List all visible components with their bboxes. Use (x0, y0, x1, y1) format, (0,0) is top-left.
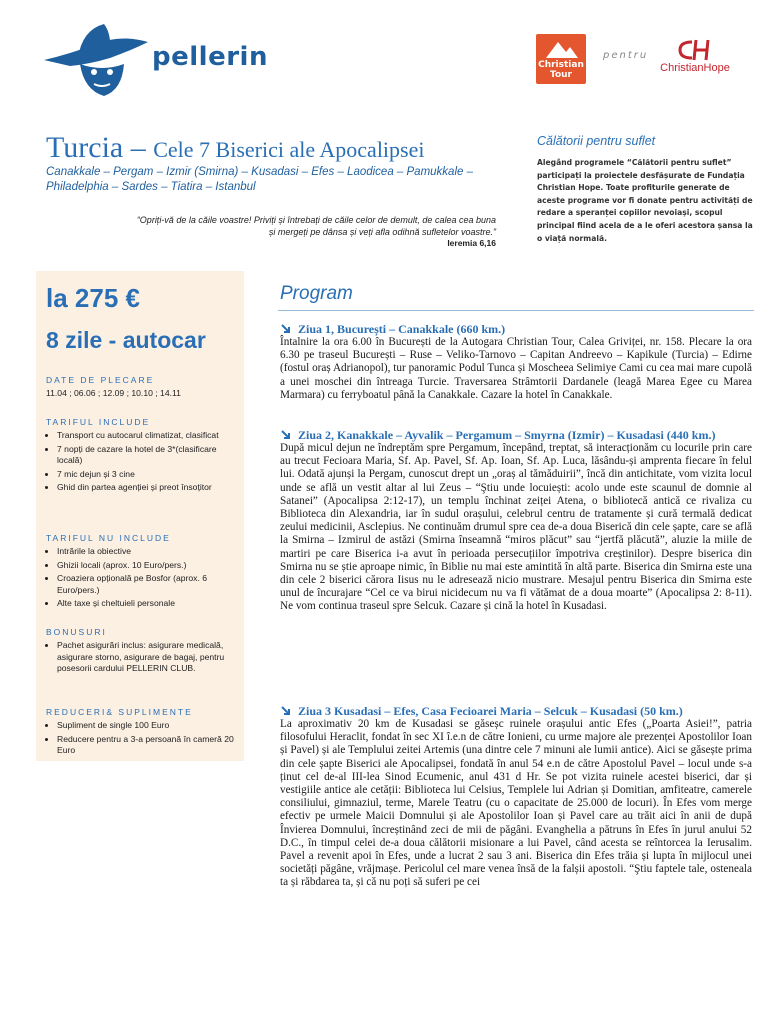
duration: 8 zile - autocar (46, 327, 206, 353)
day-text: Întalnire la ora 6.00 în București de la Autogara Christian Tour, Calea Griviței, nr. 158. Plecare la ora 6.30 pe traseul București – Ruse – Veliko-Tarnovo – Capitan Andreevo – Kapikule (Turcia) – Edirne (fostul oraș Adrianopol), tur panoramic Podul Tunca și Moscheea Selimiye Cami cu cea mai mare cupolă a unei moschei din întreaga Turcie. Traversarea Strâmtorii Dardanele (leagă Marea Egee cu Marea Marmara) cu ferryboatul până la Canakkale. Cazare la hotel în Canakkale. (280, 336, 752, 401)
discounts-heading: REDUCERI& SUPLIMENTE (46, 707, 193, 717)
pellerin-wordmark: pellerin (152, 42, 268, 72)
bonuses-section (46, 627, 240, 677)
route-list: Canakkale – Pergam – Izmir (Smirna) – Kusadasi – Efes – Laodicea – Pamukkale – Philadelphia – Sardes – Tiatira – Istanbul (46, 166, 473, 193)
list-item: • Transport cu autocarul climatizat, clasificat (57, 430, 240, 442)
program-day (280, 322, 752, 402)
departures-section (46, 375, 240, 398)
list-item: • 7 mic dejun și 3 cine (57, 469, 240, 481)
list-item: • Reducere pentru a 3-a persoană în cameră 20 Euro (57, 734, 240, 757)
pilgrim-hat-icon (40, 20, 152, 100)
page-title (46, 131, 425, 165)
program-day (280, 428, 752, 614)
list-item: • Alte taxe și cheltuieli personale (57, 598, 240, 610)
title-sub: Cele 7 Biserici ale Apocalipsei (153, 137, 425, 162)
christian-hope-logo (652, 38, 738, 80)
aside-title: Călătorii pentru suflet (537, 134, 656, 148)
christian-tour-logo (536, 34, 586, 84)
excludes-heading: TARIFUL NU INCLUDE (46, 533, 171, 543)
quote-reference: Ieremia 6,16 (447, 238, 496, 248)
pellerin-logo-mark (40, 20, 152, 100)
aside-text: Alegând programele “Călătorii pentru suflet” participați la proiectele desfășurate de Fundația Christian Hope. Toate profiturile generate de aceste programe vor fi donate pentru activități de redare a speranței copiilor nevoiași, scopul principal fiind acela de a le oferi acestora șansa la o viață normală. (537, 158, 753, 243)
list-item: • 7 nopți de cazare la hotel de 3*(clasificare locală) (57, 444, 240, 467)
includes-section (46, 417, 240, 496)
includes-heading: TARIFUL INCLUDE (46, 417, 151, 427)
list-item: • Supliment de single 100 Euro (57, 720, 240, 732)
christian-hope-label: ChristianHope (660, 62, 730, 74)
arrow-down-right-icon (280, 705, 292, 717)
day-text: La aproximativ 20 km de Kusadasi se găseșc ruinele orașului antic Efes („Poarta Asiei!”, patria filosofului Heraclit, fondat în sec XI î.e.n de către Ionieni, cu urme majore ale prezenței Apostolilor Ioan și Pavel) și ale Templului zeitei Artemis (una dintre cele 7 minuni ale lumii antice). Aici se găsește prima din cele șapte Biserici ale Apocalipsei, fondată în anul 54 e.n de către Apostolul Pavel – locul unde s-a ținut cel de-al III-lea Sinod Ecumenic, anul 431 d Hr. Se pot vizita ruinele acestei biserici, dar și vestigiile antice ale cetății: Biblioteca lui Celsius, Templele lui Adrian și Domitian, amfiteatre, camerele consiliului, gimnaziul, terme, Marele Teatru (cu o capacitate de 25.000 de locuri). În Efes vom merge efectiv pe urmele Maicii Domnului și ale Apostolilor Ioan și Pavel care au trăit aici în anii de după Învierea Domnului, încreștinând zeci de mii de păgâni. Evanghelia a pătruns în Efes în jurul anului 52 D.C., în timpul celei de-a doua călătorii misionare a lui Pavel, când acesta se reîntorcea la Ierusalim. Pavel a revenit apoi în Efes, unde a lucrat 2 sau 3 ani. Biserica din Efes trăia și lupta în mijlocul unei societăți păgâne, vrăjmașe. Pericolul cel mare venea însă de la falșii apostoli. “Ştiu faptele tale, osteneala ta și răbdarea ta, și că nu poți să suferi pe cei (280, 718, 752, 889)
christian-tour-label: Christian Tour (538, 60, 584, 80)
arrow-down-right-icon (280, 429, 292, 441)
list-item: • Ghizii locali (aprox. 10 Euro/pers.) (57, 560, 240, 572)
offer-sidebar (36, 271, 244, 761)
list-item: • Intrările la obiective (57, 546, 240, 558)
connector-text: pentru (603, 50, 649, 61)
departures-heading: DATE DE PLECARE (46, 375, 155, 385)
arrow-down-right-icon (280, 323, 292, 335)
excludes-section (46, 533, 240, 612)
departure-dates: 11.04 ; 06.06 ; 12.09 ; 10.10 ; 14.11 (46, 388, 181, 398)
ch-monogram-icon (678, 38, 714, 62)
list-item: • Ghid din partea agenției și preot însoțitor (57, 482, 240, 494)
divider (278, 310, 754, 311)
day-text: După micul dejun ne îndreptăm spre Pergamum, începând, treptat, să interacționăm cu locurile prin care au trecut Fecioara Maria, Sf. Ap. Pavel, Sf. Ap. Ioan, Sf. Ap. Luca, lăsându-și amprenta fiecare în felul lui. Odată ajunși la Pergam, cunoscut drept un „oraș al tămăduirii”, încă din antichitate, vom vizita locul unde se află un vestit altar al lui Zeus – “Ştiu unde locuiești: acolo unde este scaunul de domnie al Satanei” (Apocalipsa 2:12-17), un templu închinat zeiței Atena, o bibliotecă antică ce rivaliza cu Biblioteca din Alexandria, iar în sudul orașului, celebrul centru de tratamente și cură termală dedicat zeului medicinii, Asclepius. Ne continuăm drumul spre cea de-a doua Biserică din cele șapte, care se află la Smirna – Izmirul de astăzi (Smirna înseamnă “miros plăcut” sau “jertfă plăcută”, aluzie la miile de martiri pe care Biserica i-a avut în perioada persecuțiilor împotriva creștinilor). Despre biserica din Smirna nu se știe aproape nimic, în Biblie nu mai este amintită în altă parte. Biserica din Smirna este una din cele 2 biserici cărora Iisus nu le adresează nicio mustrare. Mesajul pentru Biserica din Smirna este unul de încurajare “Cel ce va birui nicidecum nu va fi vătămat de a doua moarte” (Apocalipsa 2: 8-11). Ne vom continua traseul spre Selcuk. Cazare și cină la hotel în Kusadasi. (280, 442, 752, 613)
list-item: • Croaziera opțională pe Bosfor (aprox. 6 Euro/pers.) (57, 573, 240, 596)
day-heading: Ziua 2, Kanakkale – Ayvalik – Pergamum – Smyrna (Izmir) – Kusadasi (440 km.) (280, 428, 752, 442)
bible-quote: “Opriți-vă de la căile voastre! Priviți și întrebați de căile celor de demult, de calea cea buna și mergeți pe dânsa și veți afla odihnă sufletelor voastre.” (136, 215, 496, 237)
day-heading: Ziua 3 Kusadasi – Efes, Casa Fecioarei Maria – Selcuk – Kusadasi (50 km.) (280, 704, 752, 718)
bonuses-heading: BONUSURI (46, 627, 107, 637)
program-title: Program (280, 283, 353, 304)
day-heading: Ziua 1, București – Canakkale (660 km.) (280, 322, 752, 336)
discounts-section (46, 707, 240, 759)
program-day (280, 704, 752, 890)
price: la 275 € (46, 283, 140, 313)
list-item: • Pachet asigurări inclus: asigurare medicală, asigurare storno, asigurare de bagaj, pentru posesorii cardului PELLERIN CLUB. (57, 640, 240, 675)
title-main: Turcia – (46, 131, 154, 164)
